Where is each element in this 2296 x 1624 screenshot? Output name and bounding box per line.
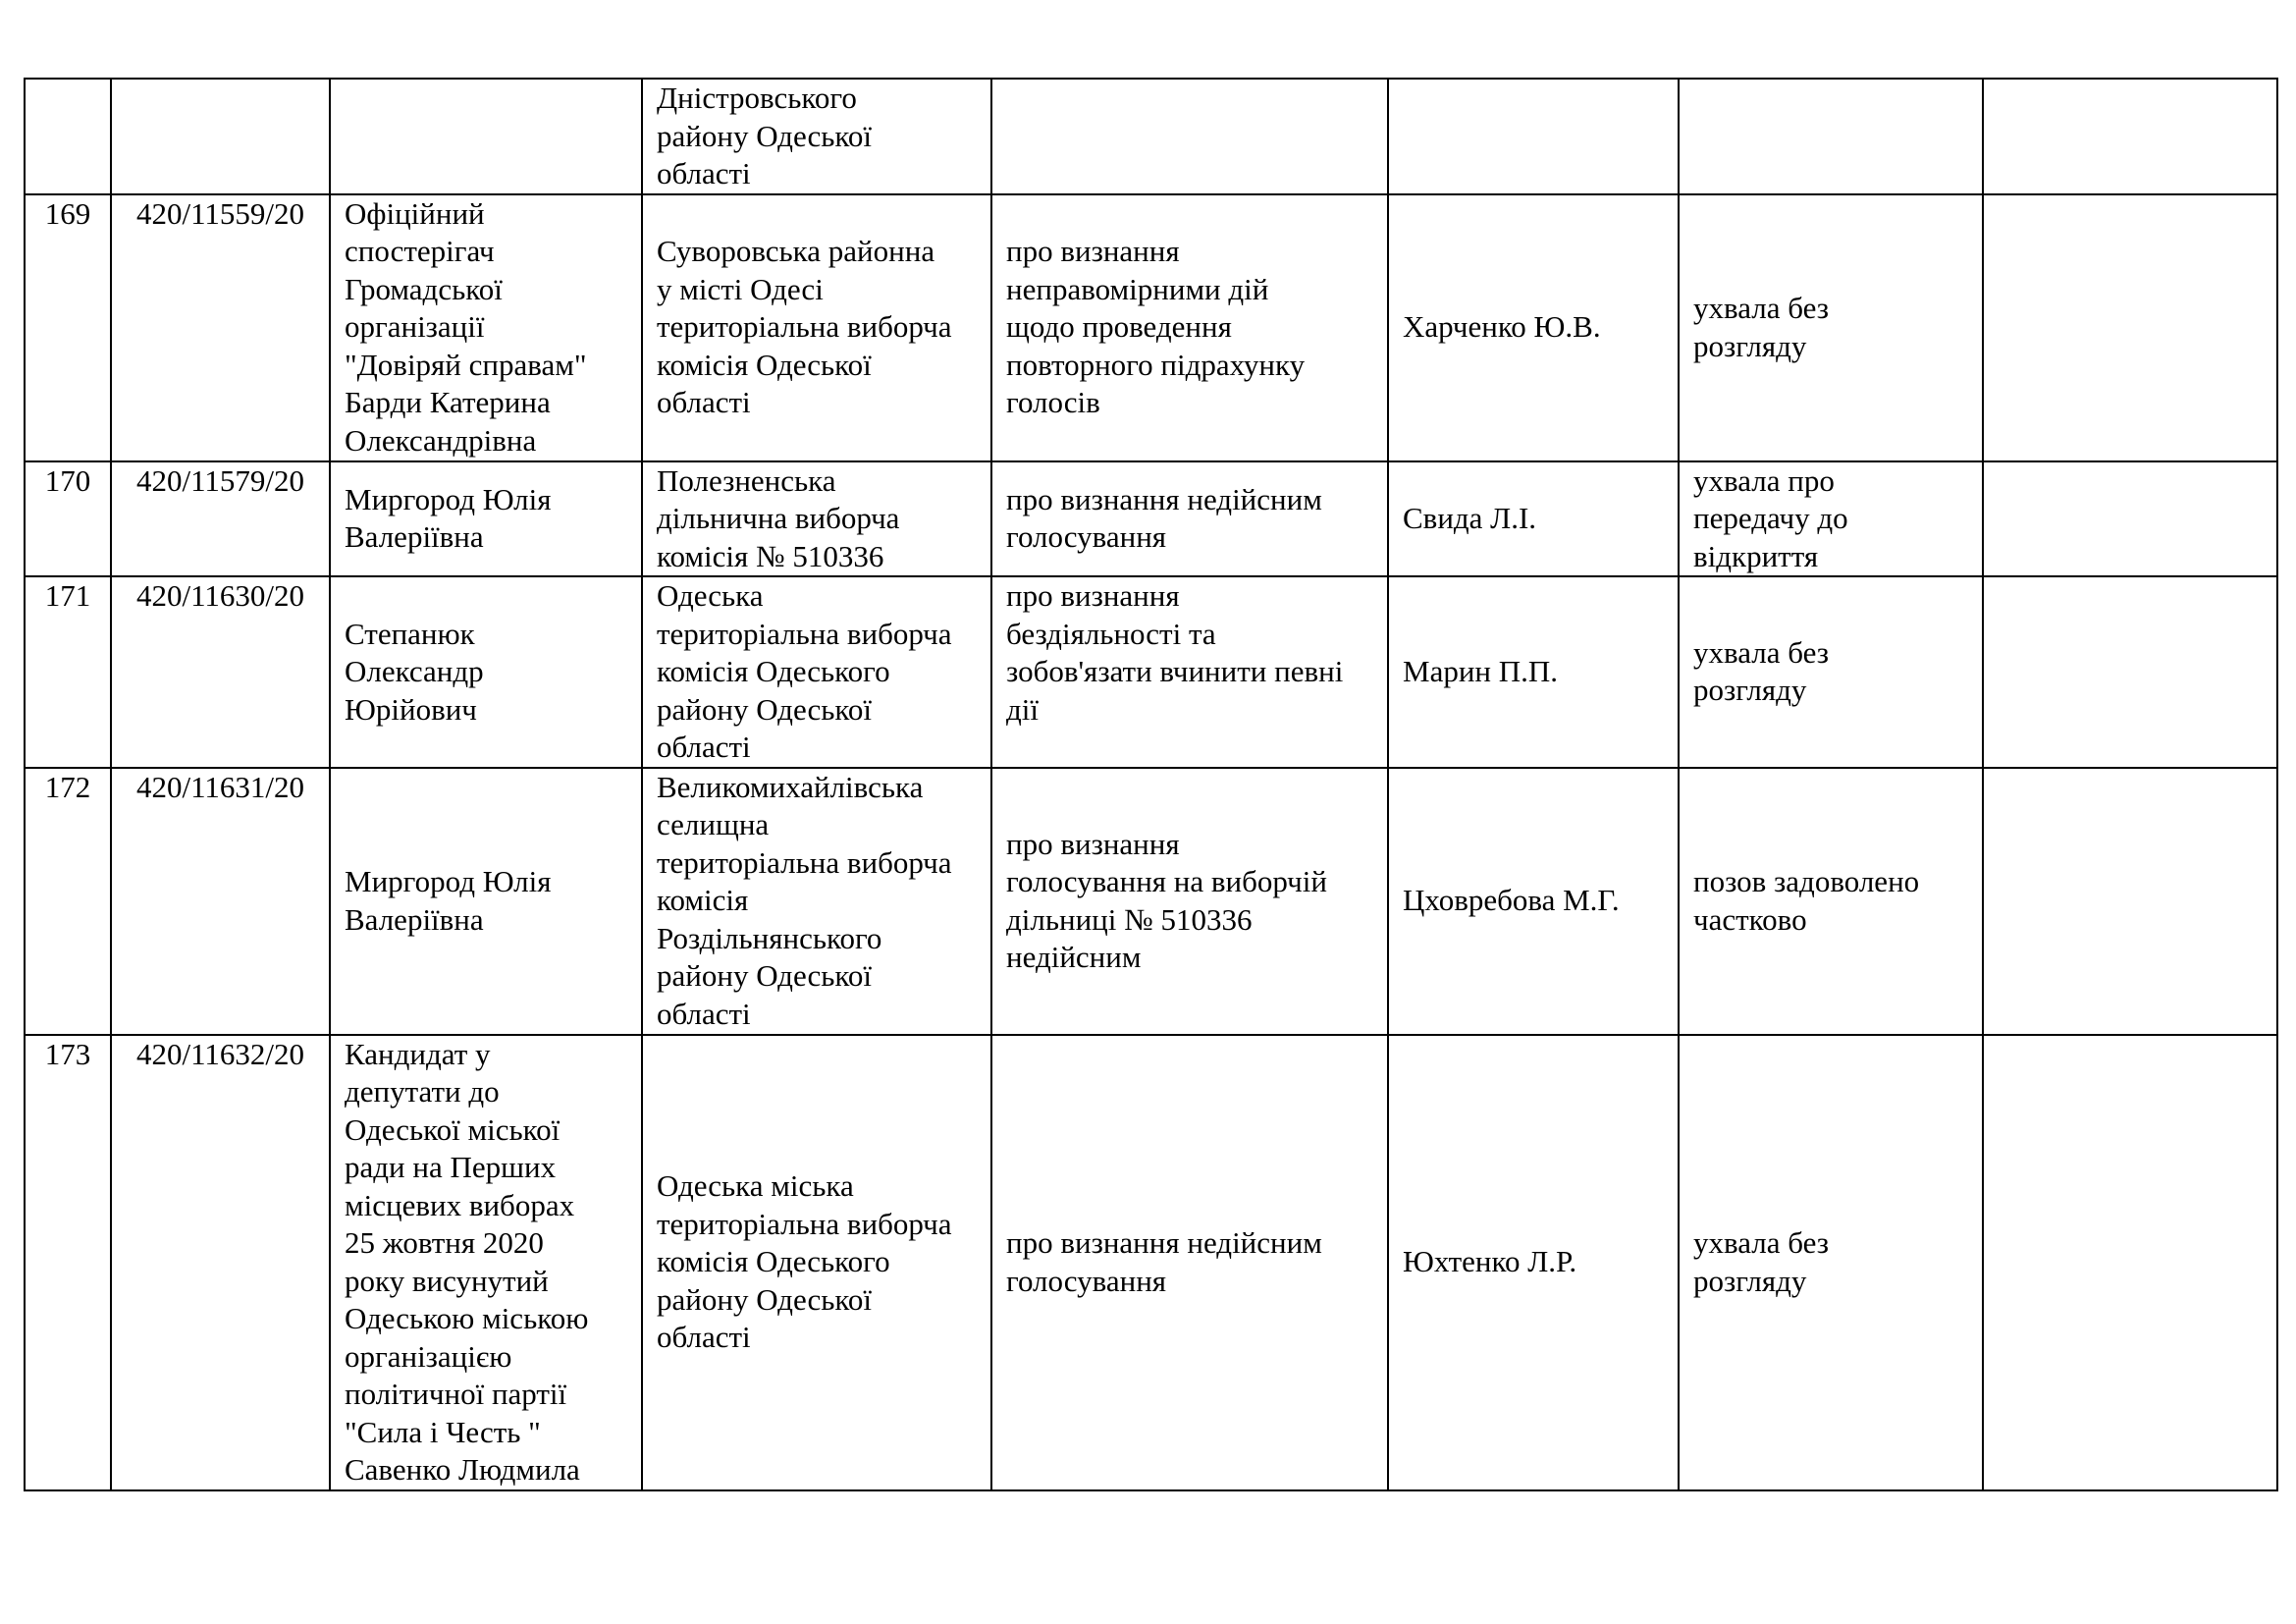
row-number-cell: 173 <box>25 1035 111 1490</box>
table-row <box>25 768 2277 1035</box>
defendant-cell: Дністровського району Одеської області <box>642 79 991 194</box>
row-number-cell: 170 <box>25 461 111 577</box>
subject-cell: про визнання недійсним голосування <box>991 1035 1388 1490</box>
plaintiff-cell: Миргород Юлія Валеріївна <box>330 768 642 1035</box>
judge-cell: Юхтенко Л.Р. <box>1388 1035 1679 1490</box>
court-cases-table <box>24 78 2278 1491</box>
judge-cell: Свида Л.І. <box>1388 461 1679 577</box>
table-row <box>25 576 2277 768</box>
table-row <box>25 194 2277 461</box>
case-number-cell: 420/11559/20 <box>111 194 330 461</box>
subject-cell: про визнання неправомірними дій щодо проведення повторного підрахунку голосів <box>991 194 1388 461</box>
table-row <box>25 79 2277 194</box>
row-number-cell <box>25 79 111 194</box>
case-number-cell: 420/11579/20 <box>111 461 330 577</box>
decision-cell: ухвала без розгляду <box>1679 1035 1983 1490</box>
defendant-cell: Суворовська районна у місті Одесі територіальна виборча комісія Одеської області <box>642 194 991 461</box>
note-cell <box>1983 576 2277 768</box>
subject-cell <box>991 79 1388 194</box>
note-cell <box>1983 768 2277 1035</box>
case-number-cell: 420/11630/20 <box>111 576 330 768</box>
subject-cell: про визнання голосування на виборчій дільниці № 510336 недійсним <box>991 768 1388 1035</box>
note-cell <box>1983 1035 2277 1490</box>
decision-cell: ухвала без розгляду <box>1679 576 1983 768</box>
defendant-cell: Одеська територіальна виборча комісія Одеського району Одеської області <box>642 576 991 768</box>
subject-cell: про визнання бездіяльності та зобов'язати вчинити певні дії <box>991 576 1388 768</box>
plaintiff-cell: Офіційний спостерігач Громадської організації "Довіряй справам" Барди Катерина Олександрівна <box>330 194 642 461</box>
judge-cell: Харченко Ю.В. <box>1388 194 1679 461</box>
decision-cell: ухвала без розгляду <box>1679 194 1983 461</box>
table-row <box>25 461 2277 577</box>
decision-cell <box>1679 79 1983 194</box>
subject-cell: про визнання недійсним голосування <box>991 461 1388 577</box>
case-number-cell <box>111 79 330 194</box>
judge-cell <box>1388 79 1679 194</box>
plaintiff-cell: Степанюк Олександр Юрійович <box>330 576 642 768</box>
case-number-cell: 420/11632/20 <box>111 1035 330 1490</box>
judge-cell: Марин П.П. <box>1388 576 1679 768</box>
decision-cell: ухвала про передачу до відкриття <box>1679 461 1983 577</box>
note-cell <box>1983 461 2277 577</box>
defendant-cell: Одеська міська територіальна виборча комісія Одеського району Одеської області <box>642 1035 991 1490</box>
row-number-cell: 171 <box>25 576 111 768</box>
plaintiff-cell <box>330 79 642 194</box>
plaintiff-cell: Миргород Юлія Валеріївна <box>330 461 642 577</box>
row-number-cell: 169 <box>25 194 111 461</box>
judge-cell: Цховребова М.Г. <box>1388 768 1679 1035</box>
table-row <box>25 1035 2277 1490</box>
row-number-cell: 172 <box>25 768 111 1035</box>
plaintiff-cell: Кандидат у депутати до Одеської міської ради на Перших місцевих виборах 25 жовтня 2020 року висунутий Одеською міською організацією політичної партії "Сила і Честь " Савенко Людмила <box>330 1035 642 1490</box>
note-cell <box>1983 194 2277 461</box>
note-cell <box>1983 79 2277 194</box>
case-number-cell: 420/11631/20 <box>111 768 330 1035</box>
defendant-cell: Великомихайлівська селищна територіальна виборча комісія Роздільнянського району Одеської області <box>642 768 991 1035</box>
defendant-cell: Полезненська дільнична виборча комісія № 510336 <box>642 461 991 577</box>
decision-cell: позов задоволено частково <box>1679 768 1983 1035</box>
